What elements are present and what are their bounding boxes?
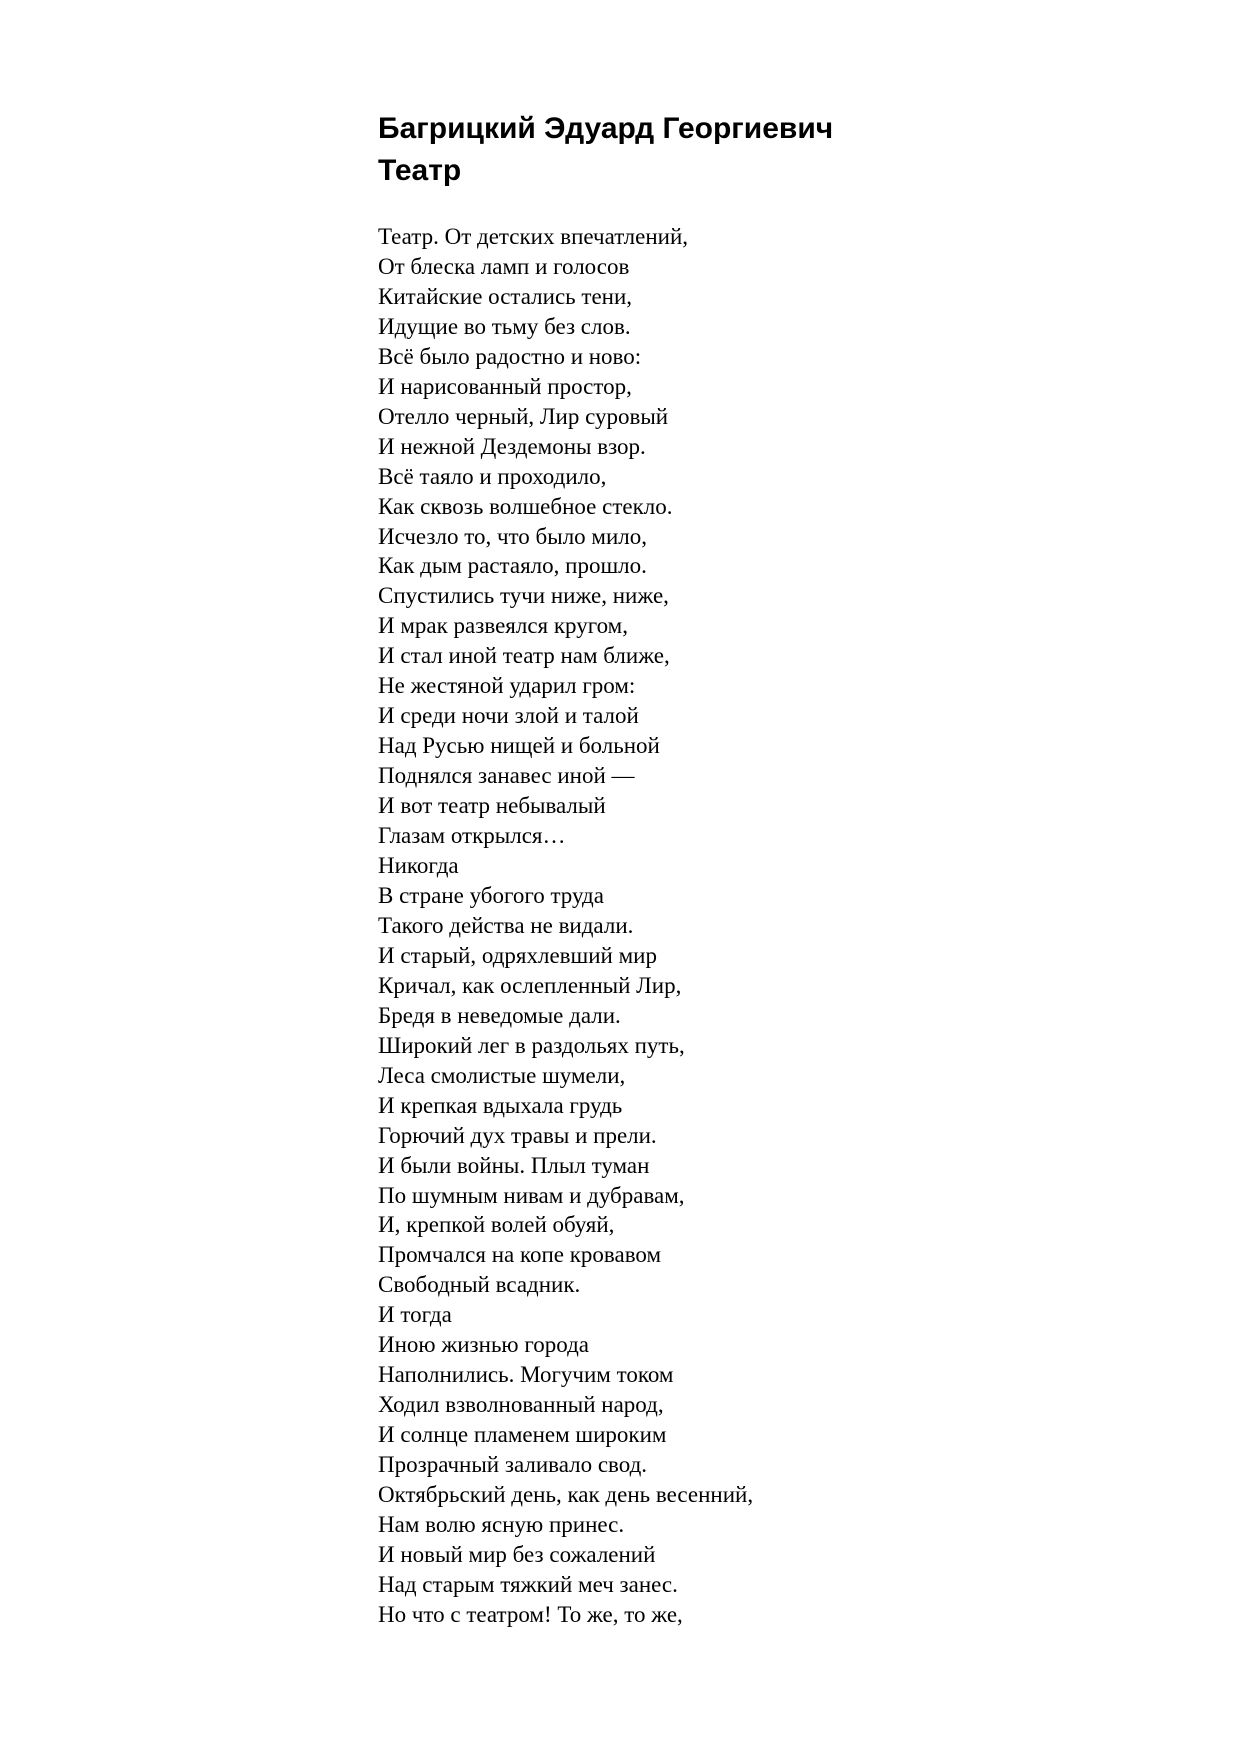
poem-line: И новый мир без сожалений bbox=[378, 1541, 656, 1567]
poem-line: И мрак развеялся кругом, bbox=[378, 613, 628, 639]
poem-line: И, крепкой волей обуяй, bbox=[378, 1212, 615, 1238]
poem-line: Но что с театром! То же, то же, bbox=[378, 1601, 683, 1627]
poem-line: И стал иной театр нам ближе, bbox=[378, 643, 670, 669]
poem-line: Как дым растаяло, прошло. bbox=[378, 553, 647, 579]
poem-line: Спустились тучи ниже, ниже, bbox=[378, 583, 669, 609]
poem-line: Свободный всадник. bbox=[378, 1272, 581, 1298]
poem-line: Ходил взволнованный народ, bbox=[378, 1392, 664, 1418]
poem-line: И солнце пламенем широким bbox=[378, 1422, 667, 1448]
poem-line: Над Русью нищей и больной bbox=[378, 733, 660, 759]
poem-line: И среди ночи злой и талой bbox=[378, 703, 639, 729]
poem-line: Горючий дух травы и прели. bbox=[378, 1122, 657, 1148]
poem-line: И вот театр небывалый bbox=[378, 793, 606, 819]
poem-line: Всё таяло и проходило, bbox=[378, 463, 607, 489]
poem-line: Кричал, как ослепленный Лир, bbox=[378, 972, 682, 998]
poem-line: Бредя в неведомые дали. bbox=[378, 1002, 621, 1028]
poem-line: По шумным нивам и дубравам, bbox=[378, 1182, 685, 1208]
poem-line: Отелло черный, Лир суровый bbox=[378, 403, 669, 429]
poem-line: Нам волю ясную принес. bbox=[378, 1511, 625, 1537]
poem-line: Не жестяной ударил гром: bbox=[378, 673, 636, 699]
poem-line: Наполнились. Могучим током bbox=[378, 1362, 674, 1388]
poem-line: Идущие во тьму без слов. bbox=[378, 313, 631, 339]
poem-line: Китайские остались тени, bbox=[378, 283, 633, 309]
poem-line: Октябрьский день, как день весенний, bbox=[378, 1482, 754, 1508]
poem-line: И нарисованный простор, bbox=[378, 373, 632, 399]
poem-line: В стране убогого труда bbox=[378, 882, 604, 908]
poem-line: Глазам открылся… bbox=[378, 823, 566, 849]
poem-line: Иною жизнью города bbox=[378, 1332, 589, 1358]
poem-line: Прозрачный заливало свод. bbox=[378, 1452, 648, 1478]
poem-line: И старый, одряхлевший мир bbox=[378, 942, 657, 968]
poem-line: Широкий лег в раздольях путь, bbox=[378, 1032, 685, 1058]
poem-line: И были войны. Плыл туман bbox=[378, 1152, 650, 1178]
poem-line: Поднялся занавес иной — bbox=[378, 763, 635, 789]
author-name: Багрицкий Эдуард Георгиевич bbox=[378, 112, 834, 145]
poem-line: Как сквозь волшебное стекло. bbox=[378, 493, 673, 519]
poem-line: Над старым тяжкий меч занес. bbox=[378, 1571, 678, 1597]
poem-line: Такого действа не видали. bbox=[378, 912, 634, 938]
poem-line: Исчезло то, что было мило, bbox=[378, 523, 648, 549]
poem-line: И нежной Дездемоны взор. bbox=[378, 433, 646, 459]
poem-line: Всё было радостно и ново: bbox=[378, 343, 642, 369]
poem-line: И крепкая вдыхала грудь bbox=[378, 1092, 623, 1118]
document-header bbox=[378, 108, 1198, 192]
poem-line: Театр. От детских впечатлений, bbox=[378, 224, 689, 249]
poem-body bbox=[378, 222, 1198, 1630]
poem-line: И тогда bbox=[378, 1302, 452, 1328]
poem-line: Промчался на копе кровавом bbox=[378, 1242, 662, 1268]
poem-line: От блеска ламп и голосов bbox=[378, 253, 630, 279]
poem-title: Театр bbox=[378, 154, 462, 187]
poem-line: Никогда bbox=[378, 853, 459, 879]
poem-line: Леса смолистые шумели, bbox=[378, 1062, 626, 1088]
